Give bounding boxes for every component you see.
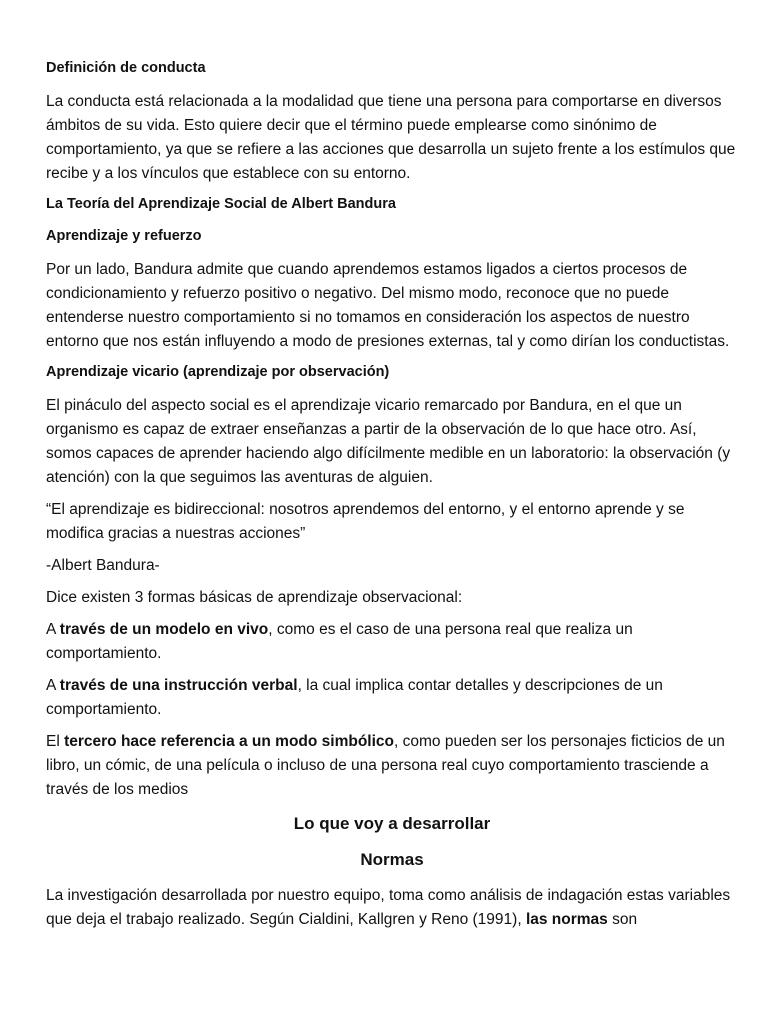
form-item-modelo-en-vivo [46,618,738,666]
paragraph-aprendizaje-refuerzo: Por un lado, Bandura admite que cuando aprendemos estamos ligados a ciertos procesos de condicionamiento y refuerzo positivo o negativo. Del mismo modo, reconoce que no puede entenderse nuestro comportamiento si no tomamos en consideración los aspectos de nuestro entorno que nos están influyendo a modo de presiones externas, tal y como dirían los conductistas. [46,261,730,350]
section-heading-lo-que-voy-a-desarrollar: Lo que voy a desarrollar [293,814,491,833]
form-item-prefix: A [46,621,60,638]
section-heading-normas: Normas [360,850,424,869]
quote-author: -Albert Bandura- [46,557,160,574]
form-item-text: , como pueden ser los personajes ficticios de un libro, un cómic, de una película o incluso de una persona real cuyo comportamiento trasciende a través de los medios [46,733,725,798]
section-heading-definicion: Definición de conducta [46,60,206,76]
subheading-aprendizaje-refuerzo: Aprendizaje y refuerzo [46,228,202,244]
form-item-text: , como es el caso de una persona real que realiza un comportamiento. [46,621,633,662]
form-item-emphasis: través de una instrucción verbal [59,677,298,694]
form-item-emphasis: través de un modelo en vivo [59,621,269,638]
form-item-emphasis: tercero hace referencia a un modo simbólico [64,733,395,750]
paragraph-normas [46,884,738,932]
form-item-modo-simbolico [46,730,738,802]
paragraph-definicion: La conducta está relacionada a la modalidad que tiene una persona para comportarse en diversos ámbitos de su vida. Esto quiere decir que el término puede emplearse como sinónimo de comportamiento, ya que se refiere a las acciones que desarrolla un sujeto frente a los estímulos que recibe y a los vínculos que establece con su entorno. [46,93,736,182]
paragraph-formas-intro: Dice existen 3 formas básicas de aprendizaje observacional: [46,589,463,606]
form-item-prefix: A [46,677,60,694]
section-heading-teoria-bandura: La Teoría del Aprendizaje Social de Albert Bandura [46,196,396,212]
form-item-prefix: El [46,733,65,750]
paragraph-normas-text: La investigación desarrollada por nuestro equipo, toma como análisis de indagación estas variables que deja el trabajo realizado. Según Cialdini, Kallgren y Reno (1991), [46,887,731,928]
quote-bandura: “El aprendizaje es bidireccional: nosotros aprendemos del entorno, y el entorno aprende y se modifica gracias a nuestras acciones” [46,501,685,542]
form-item-text: , la cual implica contar detalles y descripciones de un comportamiento. [46,677,663,718]
paragraph-normas-emphasis: las normas [525,911,608,928]
paragraph-aprendizaje-vicario: El pináculo del aspecto social es el aprendizaje vicario remarcado por Bandura, en el que un organismo es capaz de extraer enseñanzas a partir de la observación de lo que hace otro. Así, somos capaces de aprender haciendo algo difícilmente medible en un laboratorio: la observación (y atención) con la que seguimos las aventuras de alguien. [46,397,731,486]
paragraph-normas-text-end: son [607,911,638,928]
subheading-aprendizaje-vicario: Aprendizaje vicario (aprendizaje por observación) [46,364,390,380]
form-item-instruccion-verbal [46,674,738,722]
